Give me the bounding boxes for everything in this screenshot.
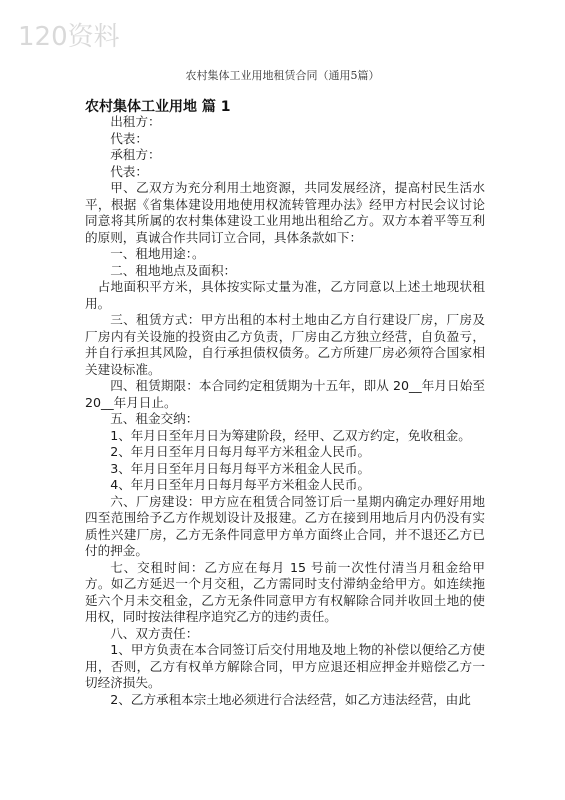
clause-rent-payment: 五、租金交纳： <box>110 411 199 426</box>
rent-item-3: 3、年月日至年月日每月每平方米租金人民币。 <box>110 460 371 476</box>
lessor-representative-line: 代表： <box>110 130 148 146</box>
clause-location-area: 二、租地地点及面积： <box>110 262 237 278</box>
responsibility-item-1: 1、甲方负责在本合同签订后交付用地及地上物的补偿以便给乙方使用，否则，乙方有权单方解除合同，甲方应退还相应押金并赔偿乙方一切经济损失。 <box>85 642 485 690</box>
rent-item-1: 1、年月日至年月日为筹建阶段，经甲、乙双方约定，免收租金。 <box>110 427 471 443</box>
clause-payment-time: 七、交租时间：乙方应在每月 15 号前一次性付清当月租金给甲方。如乙方延迟一个月交租，乙方需同时支付滞纳金给甲方。如连续拖延六个月未交租金，乙方无条件同意甲方有权解除合同并收回土地的使用权，同时按法律程序追究乙方的违约责任。 <box>85 559 485 624</box>
document-title: 农村集体工业用地租赁合同（通用5篇） <box>185 69 380 82</box>
clause-lease-method: 三、租赁方式：甲方出租的本村土地由乙方自行建设厂房，厂房及厂房内有关设施的投资由乙方负责，厂房由乙方独立经营，自负盈亏，并自行承担其风险，自行承担债权债务。乙方所建厂房必须符合国家相关建设标准。 <box>85 312 485 377</box>
contract-body <box>85 114 485 708</box>
lessee-line: 承租方： <box>110 147 161 162</box>
section-heading: 农村集体工业用地 篇 1 <box>85 99 231 115</box>
lessor-line: 出租方： <box>110 114 161 129</box>
clause-land-use: 一、租地用途：。 <box>110 246 205 261</box>
lessee-representative-line: 代表： <box>110 163 148 179</box>
clause-responsibilities: 八、双方责任： <box>110 625 199 641</box>
responsibility-item-2: 2、乙方承租本宗土地必须进行合法经营，如乙方违法经营，由此 <box>110 691 471 707</box>
preamble-paragraph: 甲、乙双方为充分利用土地资源，共同发展经济，提高村民生活水平，根据《省集体建设用地使用权流转管理办法》经甲方村民会议讨论同意将其所属的农村集体建设工业用地出租给乙方。双方本着平等互利的原则，真诚合作共同订立合同，具体条款如下： <box>85 180 485 245</box>
clause-factory-construction: 六、厂房建设：甲方应在租赁合同签订后一星期内确定办理好用地四至范围给予乙方作规划设计及报建。乙方在接到用地后月内仍没有实质性兴建厂房，乙方无条件同意甲方单方面终止合同，并不退还乙方已付的押金。 <box>85 493 485 558</box>
clause-lease-term: 四、租赁期限：本合同约定租赁期为十五年，即从 20__年月日始至 20__年月日止。 <box>85 378 485 410</box>
watermark: 120资料 <box>18 22 120 52</box>
area-paragraph: 占地面积平方米，具体按实际丈量为准，乙方同意以上述土地现状租用。 <box>85 279 485 311</box>
rent-item-4: 4、年月日至年月日每月每平方米租金人民币。 <box>110 477 371 492</box>
rent-item-2: 2、年月日至年月日每月每平方米租金人民币。 <box>110 444 371 459</box>
